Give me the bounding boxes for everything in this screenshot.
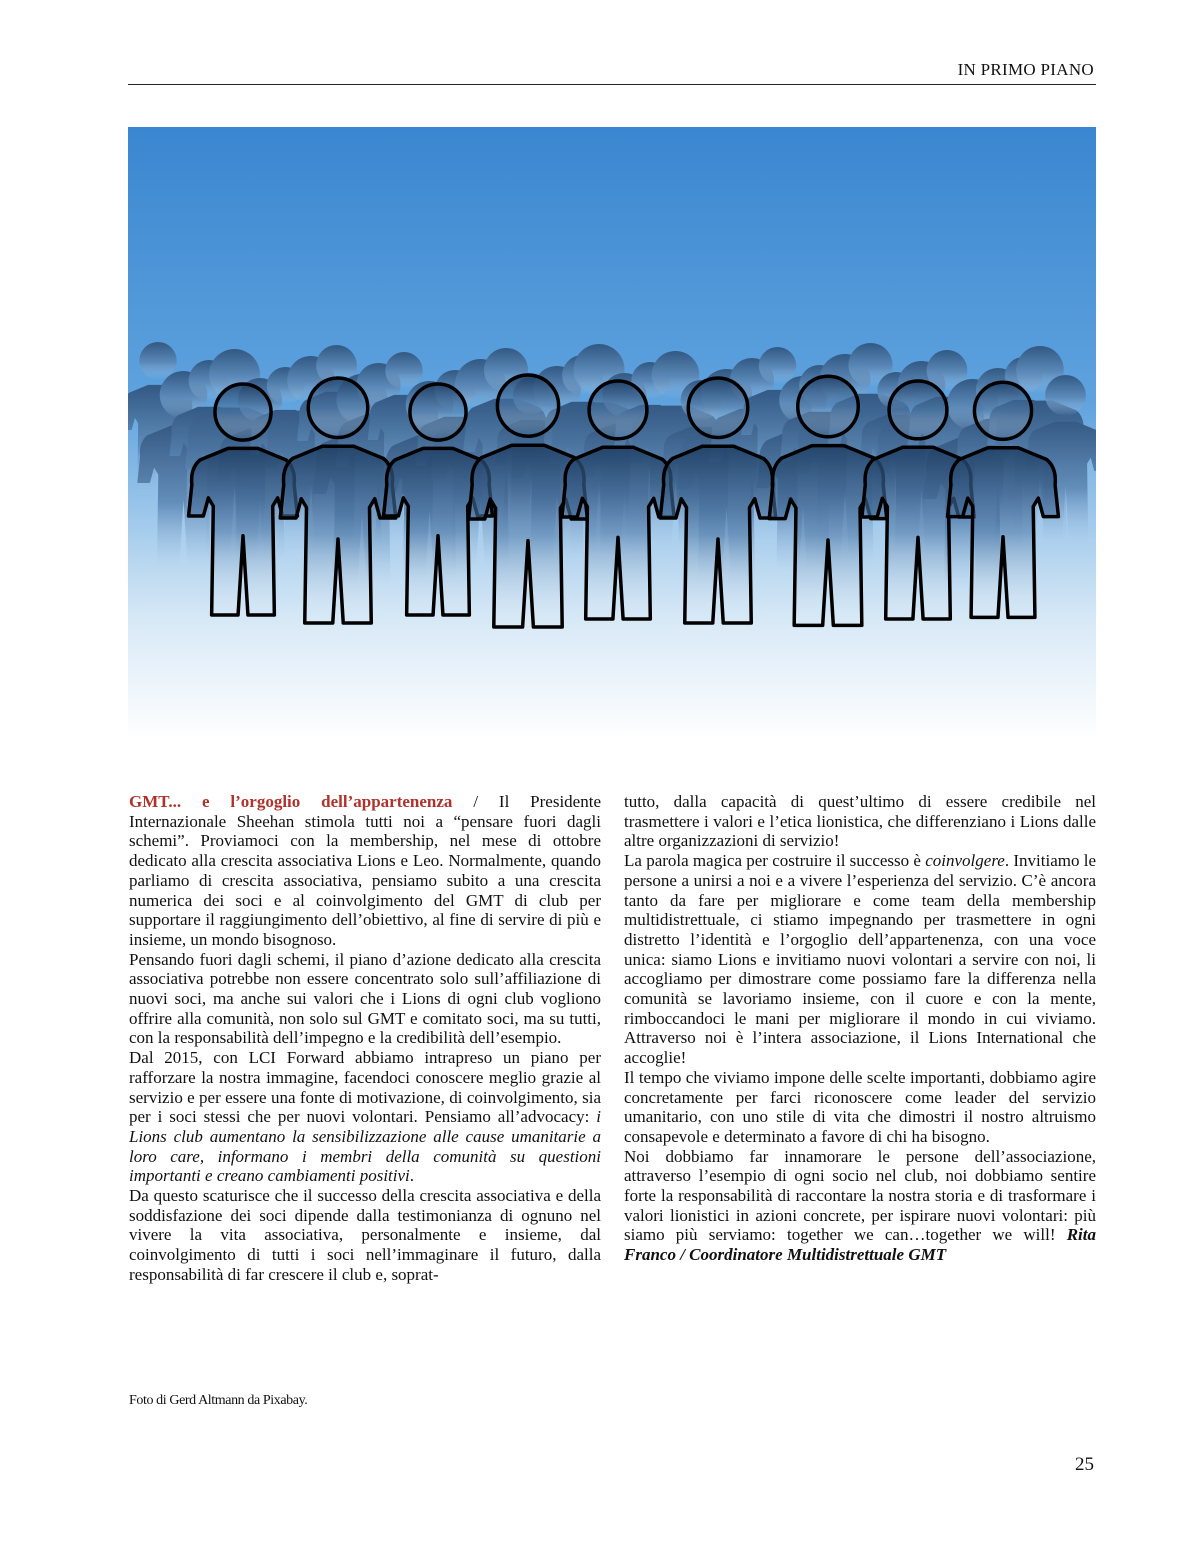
page-header [128,58,1096,85]
paragraph: Da questo scaturisce che il successo della crescita associativa e della soddisfazione dei soci dipende dalla testimonianza di ognuno nel vivere la vita associativa, personalmente e insieme, dal coinvolgimento di tutti i soci nell’immaginare il futuro, dalla responsabilità di far crescere il club e, soprat- [129,1186,601,1284]
paragraph: Dal 2015, con LCI Forward abbiamo intrapreso un piano per rafforzare la nostra immagine, facendoci conoscere meglio grazie al servizio e per essere una fonte di motivazione, di coinvolgimento, sia per i soci stessi che per nuovi volontari. Pensiamo all’advocacy: i Lions club aumentano la sensibilizzazione alle cause umanitarie a loro care, informano i membri della comunità su questioni importanti e creano cambiamenti positivi. [129,1048,601,1186]
paragraph: GMT... e l’orgoglio dell’appartenenza / Il Presidente Internazionale Sheehan stimola tutti noi a “pensare fuori dagli schemi”. Proviamoci con la membership, nel mese di ottobre dedicato alla crescita associativa Lions e Leo. Normalmente, quando parliamo di crescita associativa, pensiamo subito a una crescita numerica dei soci e al coinvolgimento del GMT di club per supportare il raggiungimento dell’obiettivo, al fine di servire di più e insieme, un mondo bisognoso. [129,792,601,949]
article-column-right [624,792,1096,1265]
hero-image [128,127,1096,739]
page-number: 25 [1075,1454,1094,1475]
article-column-left [129,792,601,1285]
section-label: IN PRIMO PIANO [957,60,1094,79]
italic-quote: i Lions club aumentano la sensibilizzazione alle cause umanitarie a loro care, informano i membri della comunità su questioni importanti e creano cambiamenti positivi [129,1107,601,1186]
author-signature: Rita Franco / Coordinatore Multidistrettuale GMT [624,1225,1096,1265]
paragraph: Il tempo che viviamo impone delle scelte importanti, dobbiamo agire concretamente per farci riconoscere come leader del servizio umanitario, con uno stile di vita che dimostri il nostro altruismo consapevole e determinato a favore di chi ha bisogno. [624,1067,1096,1146]
article-lead: GMT... e l’orgoglio dell’appartenenza [129,792,453,811]
people-silhouettes-illustration [128,127,1096,739]
italic-keyword: coinvolgere [925,851,1005,871]
paragraph: Noi dobbiamo far innamorare le persone dell’associazione, attraverso l’esempio di ogni socio nel club, noi dobbiamo sentire forte la responsabilità di raccontare la nostra storia e di trasformare i valori lionistici in azioni concrete, per ispirare nuovi volontari: più siamo più serviamo: together we can…together we will! Rita Franco / Coordinatore Multidistrettuale GMT [624,1146,1096,1265]
photo-caption: Foto di Gerd Altmann da Pixabay. [129,1393,308,1408]
paragraph: tutto, dalla capacità di quest’ultimo di essere credibile nel trasmettere i valori e l’etica lionistica, che differenziano i Lions dalle altre organizzazioni di servizio! [624,792,1096,851]
paragraph: La parola magica per costruire il successo è coinvolgere. Invitiamo le persone a unirsi a noi e a vivere l’esperienza del servizio. C’è ancora tanto da fare per migliorare e come team della membership multidistrettuale, ci stiamo impegnando per trasmettere in ogni distretto l’identità e l’orgoglio dell’appartenenza, con una voce unica: siamo Lions e invitiamo nuovi volontari a servire con noi, li accogliamo per dimostrare come possiamo fare la differenza nella comunità se lavoriamo insieme, con il cuore e con la mente, rimboccandoci le mani per migliorare il mondo in cui viviamo. Attraverso noi è l’intera associazione, il Lions International che accoglie! [624,851,1096,1068]
paragraph: Pensando fuori dagli schemi, il piano d’azione dedicato alla crescita associativa potrebbe non essere concentrato solo sull’affiliazione di nuovi soci, ma anche sui valori che i Lions di ogni club vogliono offrire alla comunità, non solo sul GMT e comitato soci, ma su tutti, con la responsabilità dell’impegno e la credibilità dell’esempio. [129,949,601,1048]
